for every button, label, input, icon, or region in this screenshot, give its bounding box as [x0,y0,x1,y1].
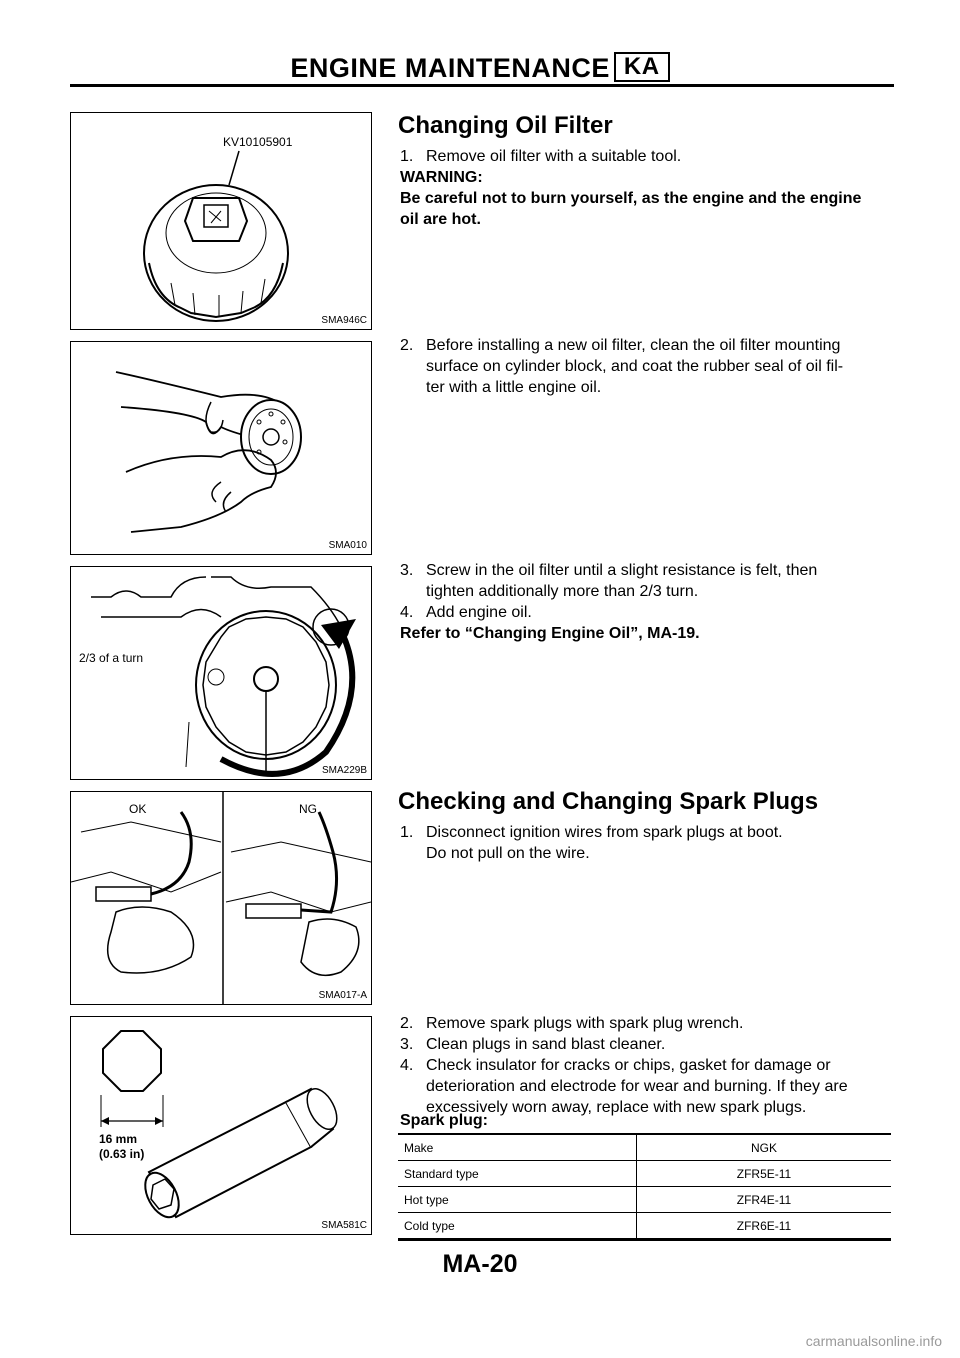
warning-label: WARNING: [400,169,483,186]
spark-step-3 [400,1034,895,1055]
step-text-line-1: Check insulator for cracks or chips, gasket for damage or [426,1057,831,1074]
warning-line-2: oil are hot. [400,211,481,228]
table-cell-label: Cold type [398,1213,637,1240]
step-text-line-3: excessively worn away, replace with new spark plugs. [426,1099,807,1116]
tool-number-label: KV10105901 [223,135,293,149]
section-title-spark-plugs: Checking and Changing Spark Plugs [398,788,819,815]
spark-plug-spec-table [398,1133,891,1241]
step-text-line-3: ter with a little engine oil. [426,379,602,396]
step-text-line-1: Screw in the oil filter until a slight resistance is felt, then [426,562,818,579]
step-number: 4. [400,1057,414,1074]
step-number: 3. [400,1036,414,1053]
warning-block [400,167,895,230]
table-cell-value: NGK [637,1134,892,1161]
ng-label: NG [299,802,317,816]
size-label: 16 mm [99,1132,138,1146]
figure-code: SMA581C [321,1220,367,1231]
ok-label: OK [129,802,147,816]
step-number: 1. [400,148,414,165]
size-inch-label: (0.63 in) [99,1147,145,1161]
hands-oil-filter-illustration [71,342,371,554]
spark-step-2 [400,1013,895,1034]
header-rule [70,84,894,87]
figure-spark-plug-wrench [70,1016,372,1235]
oil-filter-step-2 [400,335,895,398]
figure-code: SMA017-A [318,990,367,1001]
step-text-line-2: deterioration and electrode for wear and burning. If they are [426,1078,848,1095]
turn-label: 2/3 of a turn [79,651,144,665]
table-cell-label: Hot type [398,1187,637,1213]
table-cell-value: ZFR4E-11 [637,1187,892,1213]
figure-tighten-turn [70,566,372,780]
step-number: 3. [400,562,414,579]
step-text: Remove oil filter with a suitable tool. [426,148,682,165]
table-cell-value: ZFR6E-11 [637,1213,892,1240]
step-number: 1. [400,824,414,841]
section-title-oil-filter: Changing Oil Filter [398,112,613,139]
table-row [398,1213,891,1240]
page-number: MA-20 [442,1250,518,1278]
step-text: Add engine oil. [426,604,532,621]
step-number: 2. [400,1015,414,1032]
step-number: 4. [400,604,414,621]
table-row [398,1134,891,1161]
oil-filter-step-1 [400,146,895,167]
table-row [398,1161,891,1187]
step-text: Clean plugs in sand blast cleaner. [426,1036,666,1053]
oil-filter-step-4 [400,602,895,623]
table-cell-value: ZFR5E-11 [637,1161,892,1187]
step-text-line-2: surface on cylinder block, and coat the rubber seal of oil fil- [426,358,844,375]
step-text-line-2: Do not pull on the wire. [426,845,590,862]
figure-oil-filter-wrench [70,112,372,330]
step-text-line-1: Disconnect ignition wires from spark plugs at boot. [426,824,783,841]
table-cell-label: Make [398,1134,637,1161]
step-text: Remove spark plugs with spark plug wrench. [426,1015,744,1032]
turn-illustration [71,567,371,779]
reference-note: Refer to “Changing Engine Oil”, MA-19. [400,625,700,642]
step-text-line-2: tighten additionally more than 2/3 turn. [426,583,699,600]
header-title: ENGINE MAINTENANCE [290,53,610,83]
figure-ignition-wire [70,791,372,1005]
page-header [0,52,960,84]
oil-filter-step-3 [400,560,895,602]
watermark: carmanualsonline.info [805,1333,942,1349]
warning-line-1: Be careful not to burn yourself, as the engine and the engine [400,190,862,207]
figure-code: SMA946C [321,315,367,326]
spark-step-4 [400,1055,895,1118]
spark-plug-wrench-illustration [71,1017,371,1234]
step-number: 2. [400,337,414,354]
ok-ng-illustration [71,792,371,1004]
table-row [398,1187,891,1213]
header-badge: KA [614,52,670,82]
figure-code: SMA229B [321,765,367,776]
spark-step-1 [400,822,895,864]
table-cell-label: Standard type [398,1161,637,1187]
spark-plug-spec-label: Spark plug: [400,1112,489,1129]
oil-filter-wrench-illustration [71,113,371,329]
step-text-line-1: Before installing a new oil filter, clean the oil filter mounting [426,337,841,354]
figure-oil-filter-install [70,341,372,555]
figure-code: SMA010 [328,540,367,551]
